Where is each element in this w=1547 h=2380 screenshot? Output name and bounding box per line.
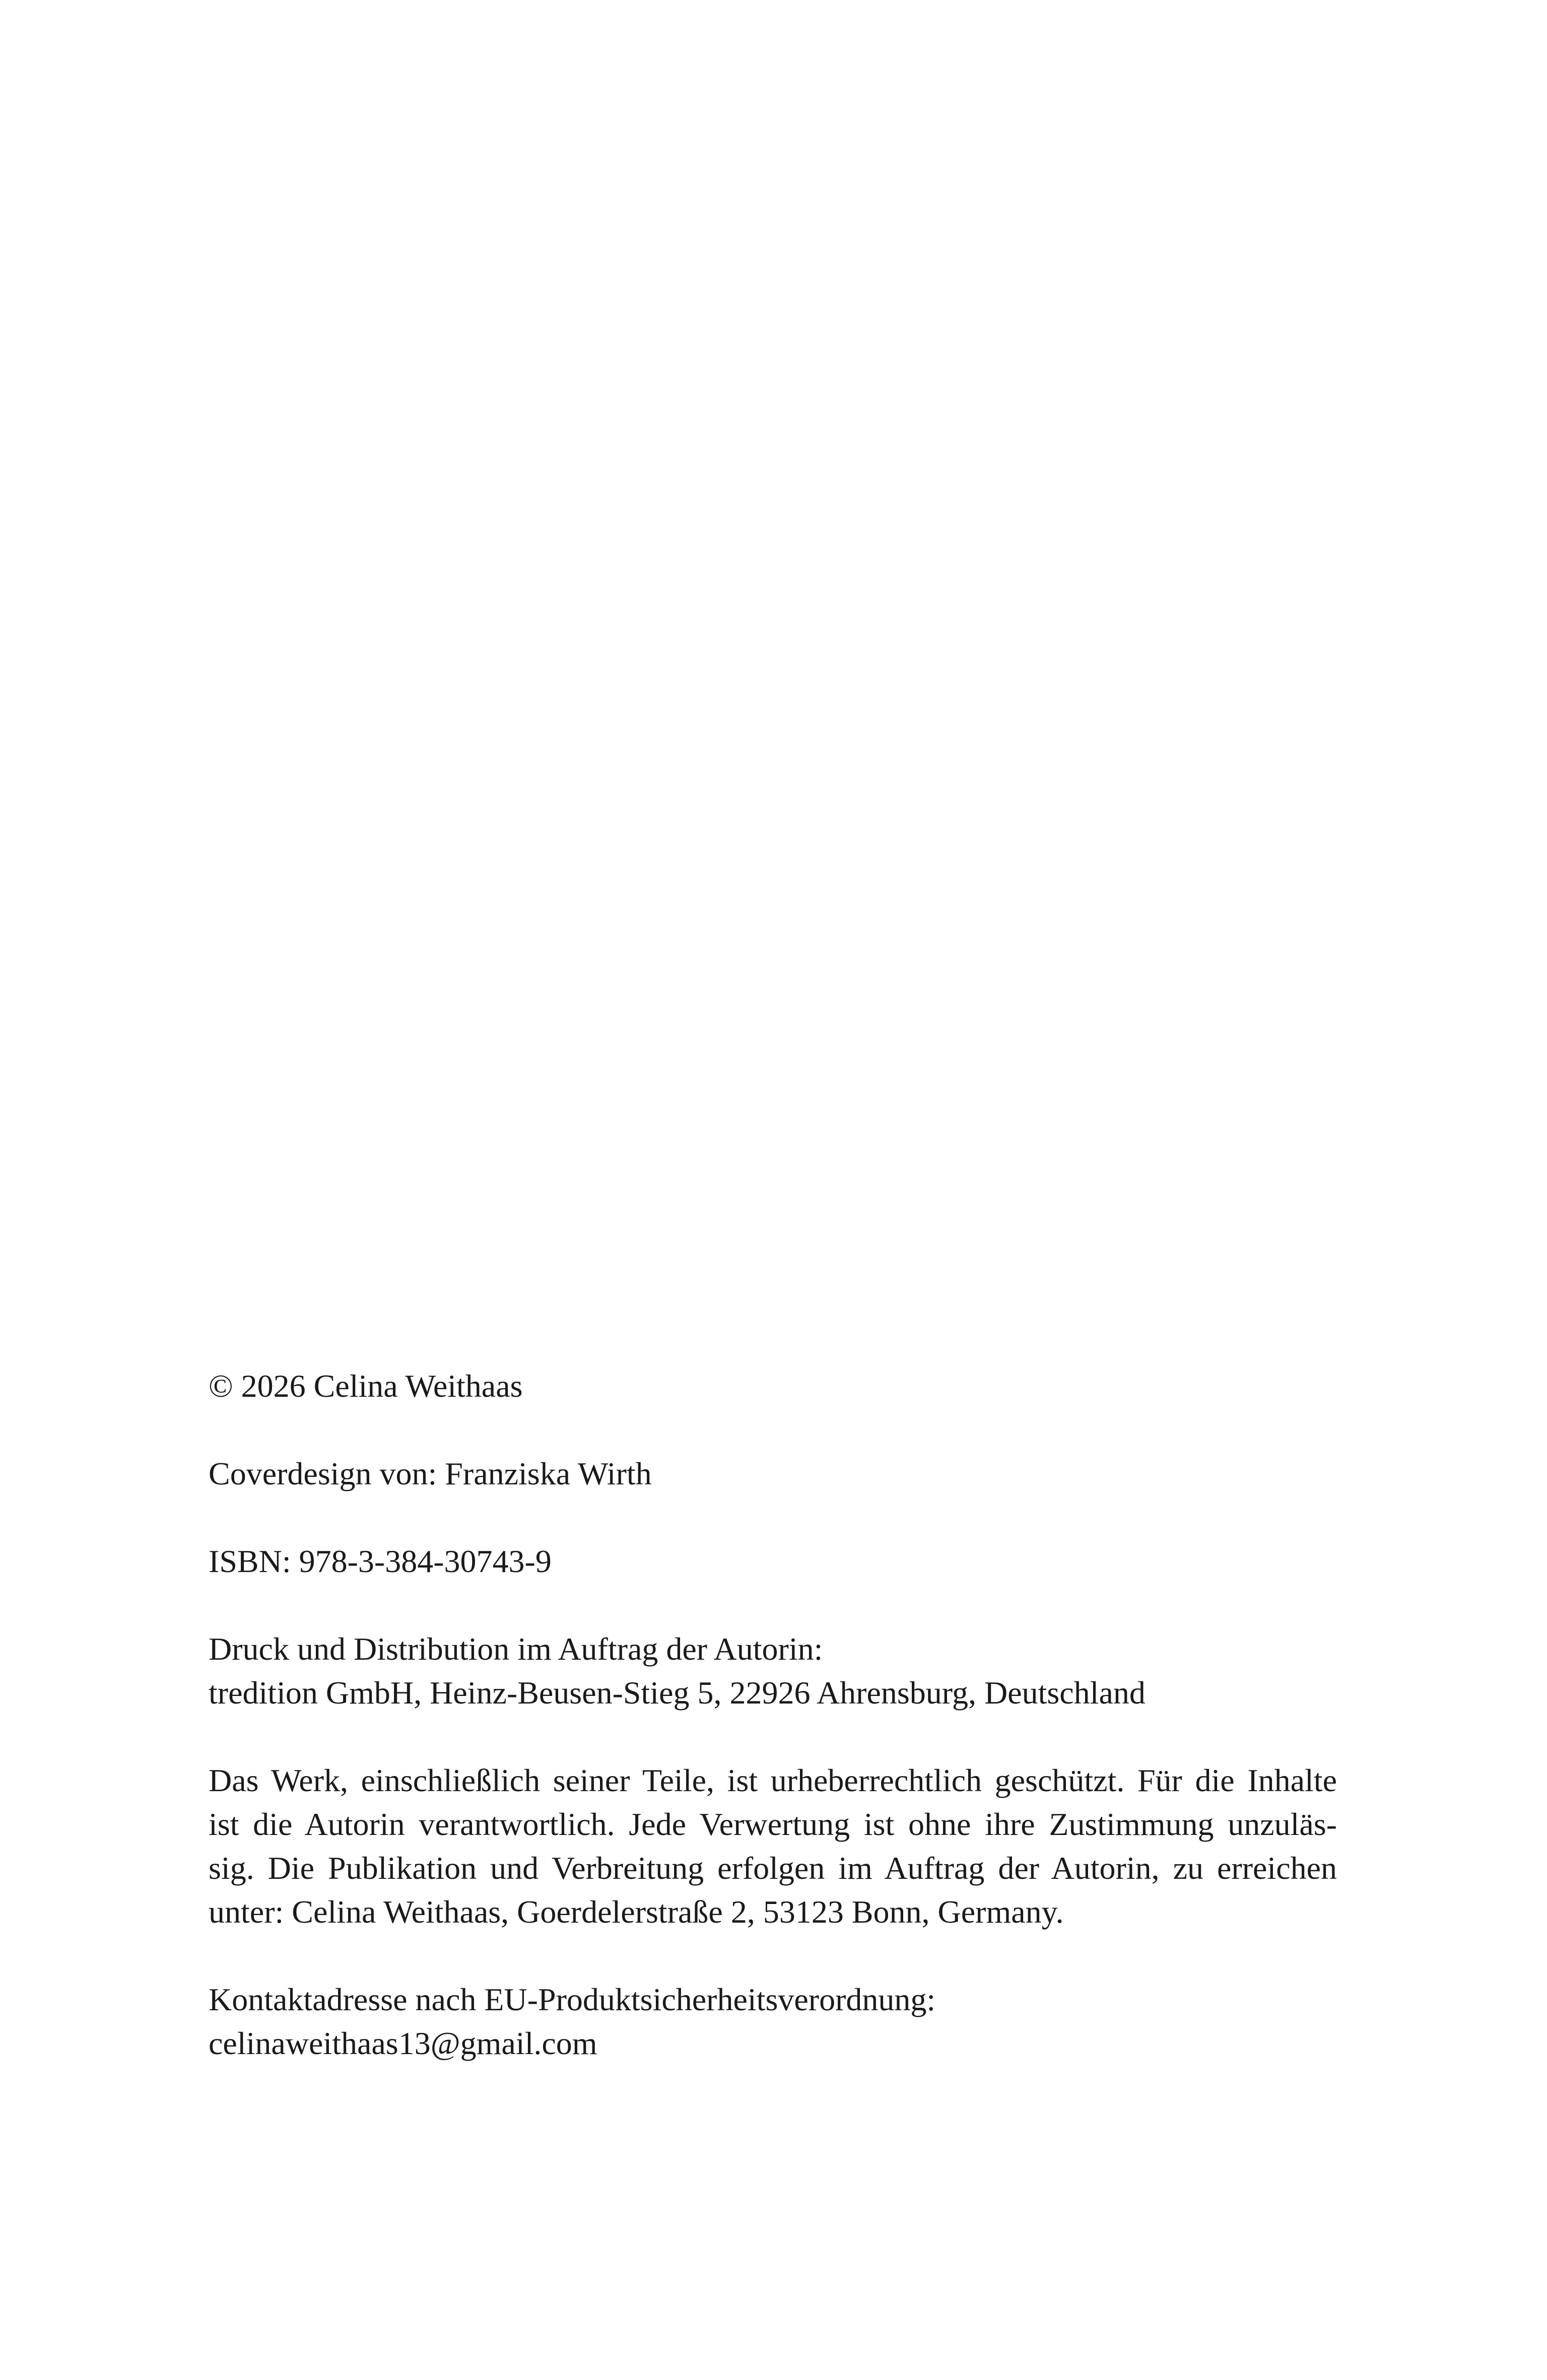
rights-notice-line: ist die Autorin verantwortlich. Jede Verwertung ist ohne ihre Zustimmung unzuläs- (209, 1806, 1337, 1842)
rights-notice (209, 1758, 1337, 1934)
copyright-line: © 2026 Celina Weithaas (209, 1368, 523, 1404)
contact-heading: Kontaktadresse nach EU-Produktsicherheitsverordnung: (209, 1982, 936, 2017)
rights-notice-line: unter: Celina Weithaas, Goerdelerstraße 2, 53123 Bonn, Germany. (209, 1894, 1064, 1930)
contact-email: celinaweithaas13@gmail.com (209, 2025, 597, 2061)
rights-notice-line: sig. Die Publikation und Verbreitung erfolgen im Auftrag der Autorin, zu erreichen (209, 1850, 1337, 1886)
isbn-line: ISBN: 978-3-384-30743-9 (209, 1543, 552, 1579)
publisher-address: tredition GmbH, Heinz-Beusen-Stieg 5, 22926 Ahrensburg, Deutschland (209, 1675, 1146, 1711)
contact-block (209, 1978, 1337, 2065)
imprint-block (209, 1364, 1337, 2065)
print-distribution-heading: Druck und Distribution im Auftrag der Autorin: (209, 1631, 823, 1667)
rights-notice-line: Das Werk, einschließlich seiner Teile, ist urheberrechtlich geschützt. Für die Inhalte (209, 1762, 1337, 1798)
cover-design-credit: Coverdesign von: Franziska Wirth (209, 1456, 652, 1491)
print-distribution-block (209, 1627, 1337, 1715)
